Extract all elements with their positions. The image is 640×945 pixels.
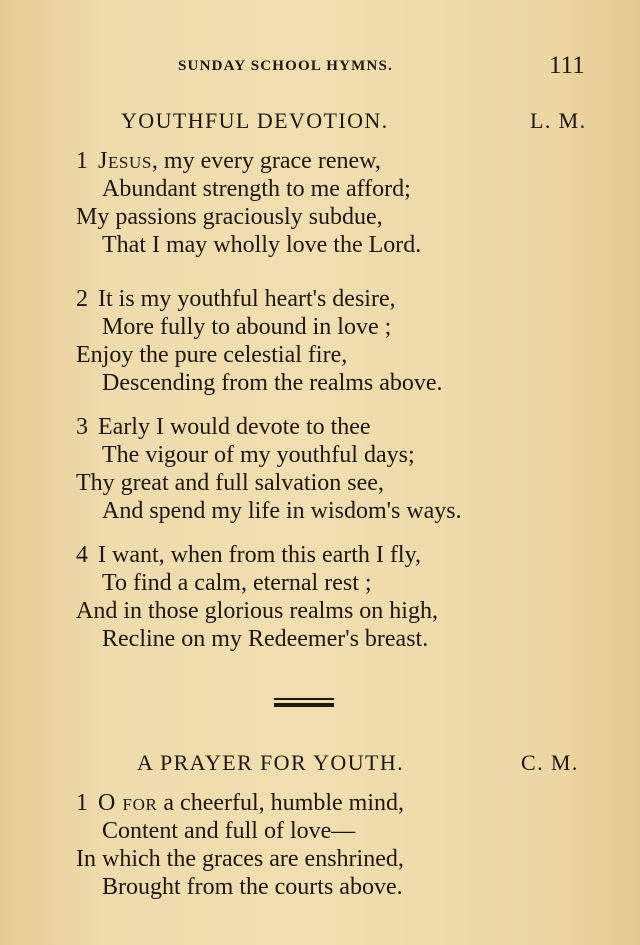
stanza-line-text: , my every grace renew, <box>151 148 381 174</box>
stanza-line: The vigour of my youthful days; <box>102 442 415 468</box>
stanza-line <box>76 286 396 313</box>
stanza-line <box>76 148 381 175</box>
stanza-first-word: O for <box>98 790 158 816</box>
stanza-line: Enjoy the pure celestial fire, <box>76 342 348 368</box>
stanza-number: 3 <box>76 414 88 440</box>
stanza-first-word: Jesus <box>98 148 152 174</box>
stanza-line <box>76 790 404 817</box>
stanza-line: My passions graciously subdue, <box>76 204 383 230</box>
stanza-line: Thy great and full salvation see, <box>76 470 384 496</box>
stanza-line: In which the graces are enshrined, <box>76 846 404 872</box>
stanza-line: More fully to abound in love ; <box>102 314 392 340</box>
hymn-title: YOUTHFUL DEVOTION. <box>121 108 389 133</box>
stanza-line: And spend my life in wisdom's ways. <box>102 498 462 524</box>
hymn-meter: C. M. <box>521 750 579 775</box>
stanza-line: Abundant strength to me afford; <box>102 176 411 202</box>
stanza-number: 2 <box>76 286 88 312</box>
stanza-number: 4 <box>76 542 88 568</box>
stanza-line: Brought from the courts above. <box>102 874 403 900</box>
stanza-line-text: Early I would devote to thee <box>98 414 371 440</box>
stanza-number: 1 <box>76 790 88 816</box>
stanza-line-text: I want, when from this earth I fly, <box>98 542 422 568</box>
stanza-line: To find a calm, eternal rest ; <box>102 570 372 596</box>
hymn-meter: L. M. <box>530 108 587 133</box>
stanza-number: 1 <box>76 148 88 174</box>
page-number: 111 <box>549 52 585 79</box>
stanza-line-text: a cheerful, humble mind, <box>157 790 404 816</box>
hymn-title: A PRAYER FOR YOUTH. <box>137 750 405 775</box>
stanza-line: Descending from the realms above. <box>102 370 443 396</box>
stanza-line: Recline on my Redeemer's breast. <box>102 626 429 652</box>
stanza-line: Content and full of love— <box>102 818 356 844</box>
stanza-line-text: It is my youthful heart's desire, <box>98 286 396 312</box>
stanza-line <box>76 542 421 569</box>
running-title: SUNDAY SCHOOL HYMNS. <box>178 58 394 74</box>
stanza-line: That I may wholly love the Lord. <box>102 232 422 258</box>
stanza-line: And in those glorious realms on high, <box>76 598 438 624</box>
stanza-line <box>76 414 371 441</box>
section-divider <box>274 698 334 712</box>
